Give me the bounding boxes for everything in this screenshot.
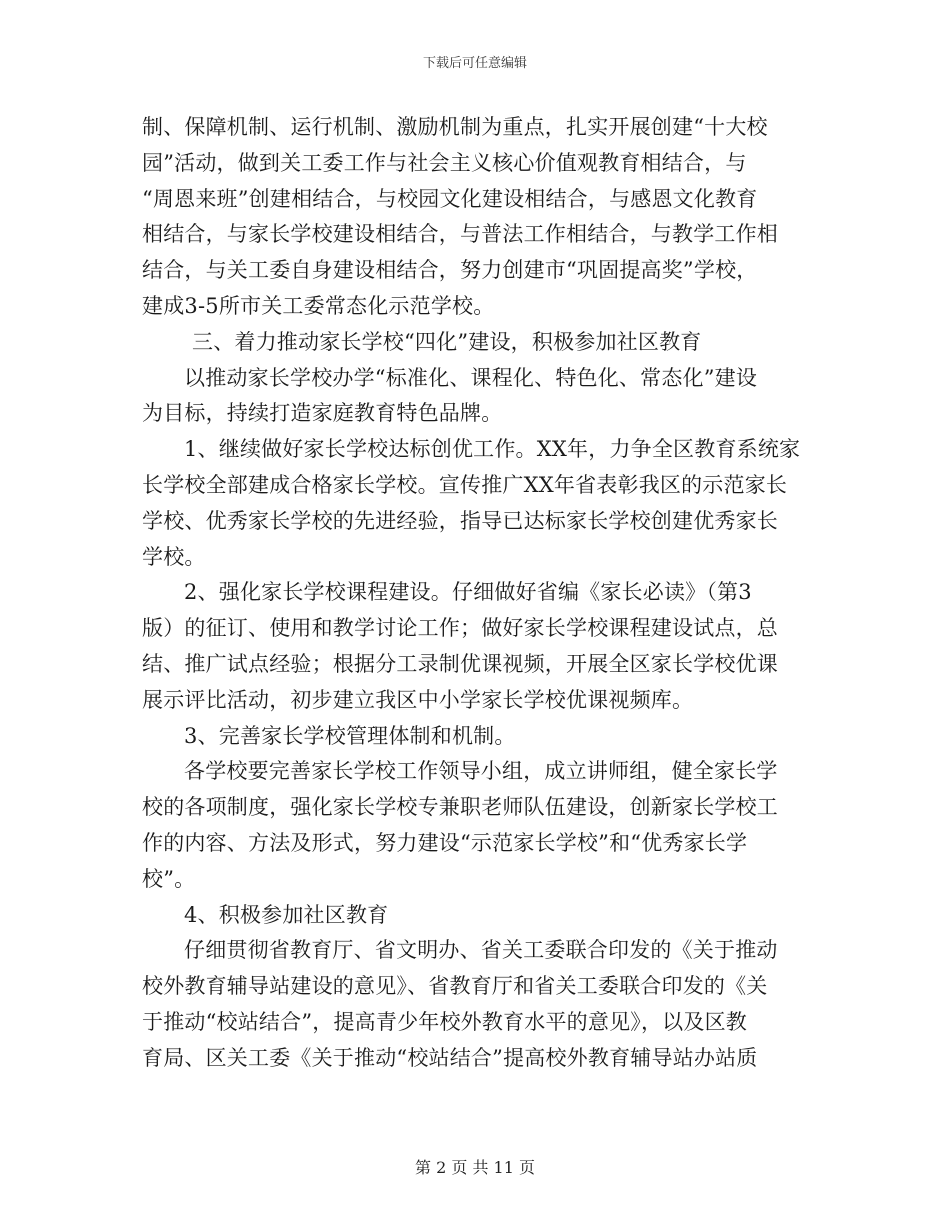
text-line: 校”。: [142, 866, 196, 891]
paragraph-start: 各学校要完善家长学校工作领导小组，成立讲师组，健全家长学: [184, 759, 778, 784]
text-line: 结合，与关工委自身建设相结合，努力创建市“巩固提高奖”学校，: [142, 258, 758, 283]
paragraph-start: 以推动家长学校办学“标准化、课程化、特色化、常态化”建设: [184, 365, 758, 390]
section-heading: 三、着力推动家长学校“四化”建设，积极参加社区教育: [192, 329, 702, 354]
paragraph-start: 2、强化家长学校课程建设。仔细做好省编《家长必读》（第3: [184, 580, 752, 605]
text-line: 制、保障机制、运行机制、激励机制为重点，扎实开展创建“十大校: [142, 115, 768, 139]
text-line: 结、推广试点经验；根据分工录制优课视频，开展全区家长学校优课: [142, 651, 778, 676]
paragraph-start: 3、完善家长学校管理体制和机制。: [184, 723, 516, 748]
text-line: “周恩来班”创建相结合，与校园文化建设相结合，与感恩文化教育: [142, 186, 758, 211]
text-line: 园”活动，做到关工委工作与社会主义核心价值观教育相结合，与: [142, 150, 747, 175]
page-header: 下载后可任意编辑: [422, 56, 527, 71]
text-line: 相结合，与家长学校建设相结合，与普法工作相结合，与教学工作相: [142, 222, 778, 247]
paragraph-start: 仔细贯彻省教育厅、省文明办、省关工委联合印发的《关于推动: [184, 938, 778, 963]
text-line: 长学校全部建成合格家长学校。宣传推广XX年省表彰我区的示范家长: [142, 472, 788, 497]
text-line: 版）的征订、使用和教学讨论工作；做好家长学校课程建设试点，总: [142, 616, 778, 641]
document-body: [142, 110, 810, 1077]
text-line: 展示评比活动，初步建立我区中小学家长学校优课视频库。: [142, 687, 694, 712]
text-line: 育局、区关工委《关于推动“校站结合”提高校外教育辅导站办站质: [142, 1045, 758, 1070]
page-footer: 第 2 页 共 11 页: [415, 1158, 535, 1177]
text-line: 校外教育辅导站建设的意见》、省教育厅和省关工委联合印发的《关: [142, 974, 768, 999]
text-line: 校的各项制度，强化家长学校专兼职老师队伍建设，创新家长学校工: [142, 795, 778, 820]
text-line: 学校。: [142, 544, 206, 569]
text-line: 建成3-5所市关工委常态化示范学校。: [142, 293, 495, 318]
paragraph-start: 1、继续做好家长学校达标创优工作。XX年，力争全区教育系统家: [184, 437, 801, 462]
text-line: 于推动“校站结合”，提高青少年校外教育水平的意见》，以及区教: [142, 1009, 747, 1034]
paragraph-start: 4、积极参加社区教育: [184, 902, 389, 927]
text-line: 作的内容、方法及形式，努力建设“示范家长学校”和“优秀家长学: [142, 830, 748, 855]
text-line: 学校、优秀家长学校的先进经验，指导已达标家长学校创建优秀家长: [142, 508, 778, 533]
text-line: 为目标，持续打造家庭教育特色品牌。: [142, 401, 503, 426]
